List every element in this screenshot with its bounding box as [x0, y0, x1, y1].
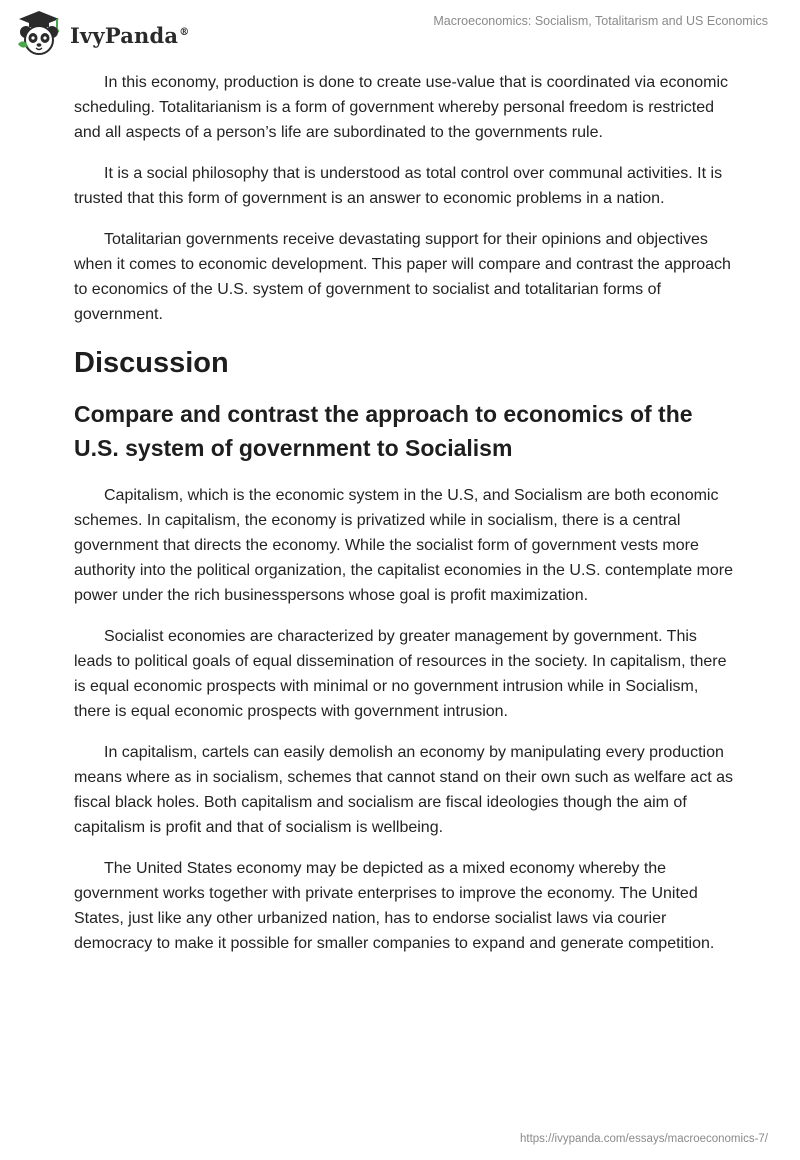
subsection-heading: Compare and contrast the approach to economics of the U.S. system of government to Socialism — [74, 401, 693, 461]
document-title: Macroeconomics: Socialism, Totalitarism and US Economics — [433, 14, 768, 28]
intro-paragraph: It is a social philosophy that is understood as total control over communal activities. It is trusted that this form of government is an answer to economic problems in a nation. — [74, 165, 723, 207]
discussion-paragraph: In capitalism, cartels can easily demolish an economy by manipulating every production means where as in socialism, schemes that cannot stand on their own such as welfare act as fiscal black holes. Both capitalism and socialism are fiscal ideologies though the aim of capitalism is profit and that of socialism is wellbeing. — [74, 744, 733, 836]
discussion-paragraph: The United States economy may be depicted as a mixed economy whereby the government works together with private enterprises to improve the economy. The United States, just like any other urbanized nation, has to endorse socialist laws via courier democracy to make it possible for smaller companies to expand and generate competition. — [74, 860, 715, 952]
logo-wordmark — [70, 23, 189, 48]
registered-mark: ® — [179, 26, 190, 38]
ivypanda-logo[interactable] — [14, 8, 189, 58]
discussion-paragraph: Socialist economies are characterized by greater management by government. This leads to political goals of equal dissemination of resources in the society. In capitalism, there is equal economic prospects with minimal or no government intrusion while in Socialism, there is equal economic prospects with government intrusion. — [74, 628, 727, 720]
section-heading-discussion: Discussion — [74, 347, 229, 379]
page-header — [0, 0, 800, 70]
panda-graduate-icon — [14, 8, 64, 58]
essay-body — [74, 70, 734, 972]
source-url[interactable]: https://ivypanda.com/essays/macroeconomics-7/ — [520, 1133, 768, 1145]
discussion-paragraph: Capitalism, which is the economic system in the U.S, and Socialism are both economic schemes. In capitalism, the economy is privatized while in socialism, there is a central government that directs the economy. While the socialist form of government vests more authority into the political organization, the capitalist economies in the U.S. contemplate more power under the rich businesspersons whose goal is profit maximization. — [74, 487, 734, 604]
intro-paragraph: Totalitarian governments receive devastating support for their opinions and objectives when it comes to economic development. This paper will compare and contrast the approach to economics of the U.S. system of government to socialist and totalitarian forms of government. — [74, 231, 731, 323]
intro-paragraph: In this economy, production is done to create use-value that is coordinated via economic scheduling. Totalitarianism is a form of government whereby personal freedom is restricted and all aspects of a person’s life are subordinated to the governments rule. — [74, 74, 729, 141]
logo-name: IvyPanda — [70, 22, 179, 48]
